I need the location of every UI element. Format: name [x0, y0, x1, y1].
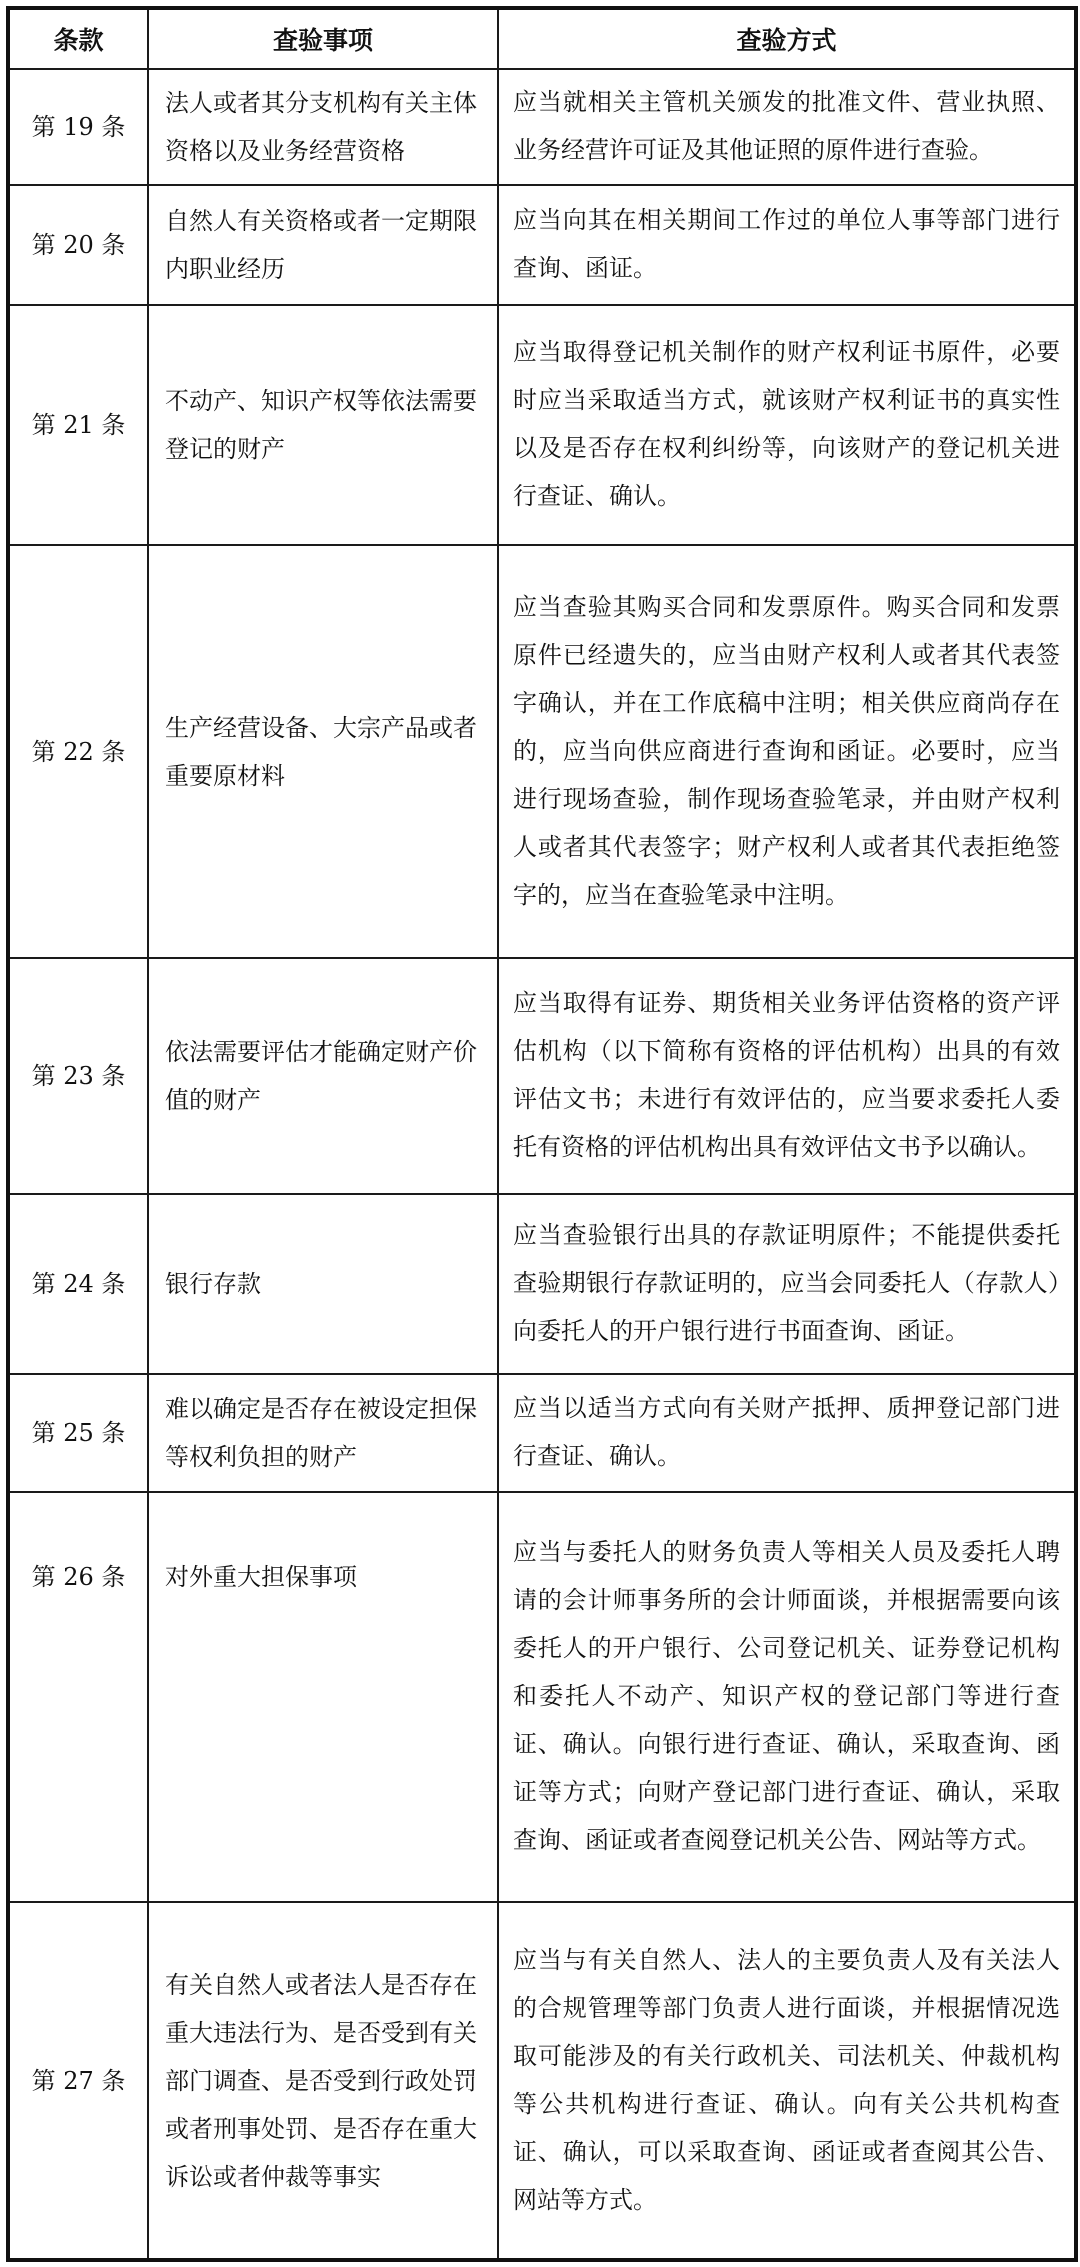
header-row	[8, 8, 1076, 69]
method-cell: 应当与有关自然人、法人的主要负责人及有关法人的合规管理等部门负责人进行面谈，并根据情况选取可能涉及的有关行政机关、司法机关、仲裁机构等公共机构进行查证、确认。向有关公共机构查证、确认，可以采取查询、函证或者查阅其公告、网站等方式。	[498, 1902, 1076, 2260]
clause-cell: 第 19 条	[8, 69, 148, 185]
method-cell: 应当就相关主管机关颁发的批准文件、营业执照、业务经营许可证及其他证照的原件进行查验。	[498, 69, 1076, 185]
table-row	[8, 545, 1076, 958]
method-cell: 应当取得登记机关制作的财产权利证书原件，必要时应当采取适当方式，就该财产权利证书的真实性以及是否存在权利纠纷等，向该财产的登记机关进行查证、确认。	[498, 305, 1076, 545]
item-cell: 依法需要评估才能确定财产价值的财产	[148, 958, 498, 1194]
item-cell: 有关自然人或者法人是否存在重大违法行为、是否受到有关部门调查、是否受到行政处罚或者刑事处罚、是否存在重大诉讼或者仲裁等事实	[148, 1902, 498, 2260]
item-cell: 对外重大担保事项	[148, 1492, 498, 1902]
method-cell: 应当查验银行出具的存款证明原件；不能提供委托查验期银行存款证明的，应当会同委托人（存款人）向委托人的开户银行进行书面查询、函证。	[498, 1194, 1076, 1374]
item-cell: 银行存款	[148, 1194, 498, 1374]
item-cell: 生产经营设备、大宗产品或者重要原材料	[148, 545, 498, 958]
table-row	[8, 1374, 1076, 1492]
table-row	[8, 69, 1076, 185]
item-cell: 难以确定是否存在被设定担保等权利负担的财产	[148, 1374, 498, 1492]
method-cell: 应当以适当方式向有关财产抵押、质押登记部门进行查证、确认。	[498, 1374, 1076, 1492]
method-cell: 应当查验其购买合同和发票原件。购买合同和发票原件已经遗失的，应当由财产权利人或者其代表签字确认，并在工作底稿中注明；相关供应商尚存在的，应当向供应商进行查询和函证。必要时，应当进行现场查验，制作现场查验笔录，并由财产权利人或者其代表签字；财产权利人或者其代表拒绝签字的，应当在查验笔录中注明。	[498, 545, 1076, 958]
clause-cell: 第 26 条	[8, 1492, 148, 1902]
method-cell: 应当向其在相关期间工作过的单位人事等部门进行查询、函证。	[498, 185, 1076, 305]
item-cell: 法人或者其分支机构有关主体资格以及业务经营资格	[148, 69, 498, 185]
method-cell: 应当与委托人的财务负责人等相关人员及委托人聘请的会计师事务所的会计师面谈，并根据需要向该委托人的开户银行、公司登记机关、证券登记机构和委托人不动产、知识产权的登记部门等进行查证、确认。向银行进行查证、确认，采取查询、函证等方式；向财产登记部门进行查证、确认，采取查询、函证或者查阅登记机关公告、网站等方式。	[498, 1492, 1076, 1902]
header-method: 查验方式	[498, 8, 1076, 69]
table-row	[8, 1492, 1076, 1902]
table-row	[8, 1902, 1076, 2260]
clause-cell: 第 24 条	[8, 1194, 148, 1374]
header-item: 查验事项	[148, 8, 498, 69]
table-row	[8, 185, 1076, 305]
table-row	[8, 1194, 1076, 1374]
clause-cell: 第 20 条	[8, 185, 148, 305]
clause-cell: 第 21 条	[8, 305, 148, 545]
verification-table	[6, 6, 1078, 2262]
clause-cell: 第 27 条	[8, 1902, 148, 2260]
header-clause: 条款	[8, 8, 148, 69]
table-row	[8, 958, 1076, 1194]
clause-cell: 第 22 条	[8, 545, 148, 958]
method-cell: 应当取得有证券、期货相关业务评估资格的资产评估机构（以下简称有资格的评估机构）出具的有效评估文书；未进行有效评估的，应当要求委托人委托有资格的评估机构出具有效评估文书予以确认。	[498, 958, 1076, 1194]
table-row	[8, 305, 1076, 545]
clause-cell: 第 23 条	[8, 958, 148, 1194]
verification-table-container	[6, 6, 1074, 2261]
clause-cell: 第 25 条	[8, 1374, 148, 1492]
item-cell: 自然人有关资格或者一定期限内职业经历	[148, 185, 498, 305]
item-cell: 不动产、知识产权等依法需要登记的财产	[148, 305, 498, 545]
